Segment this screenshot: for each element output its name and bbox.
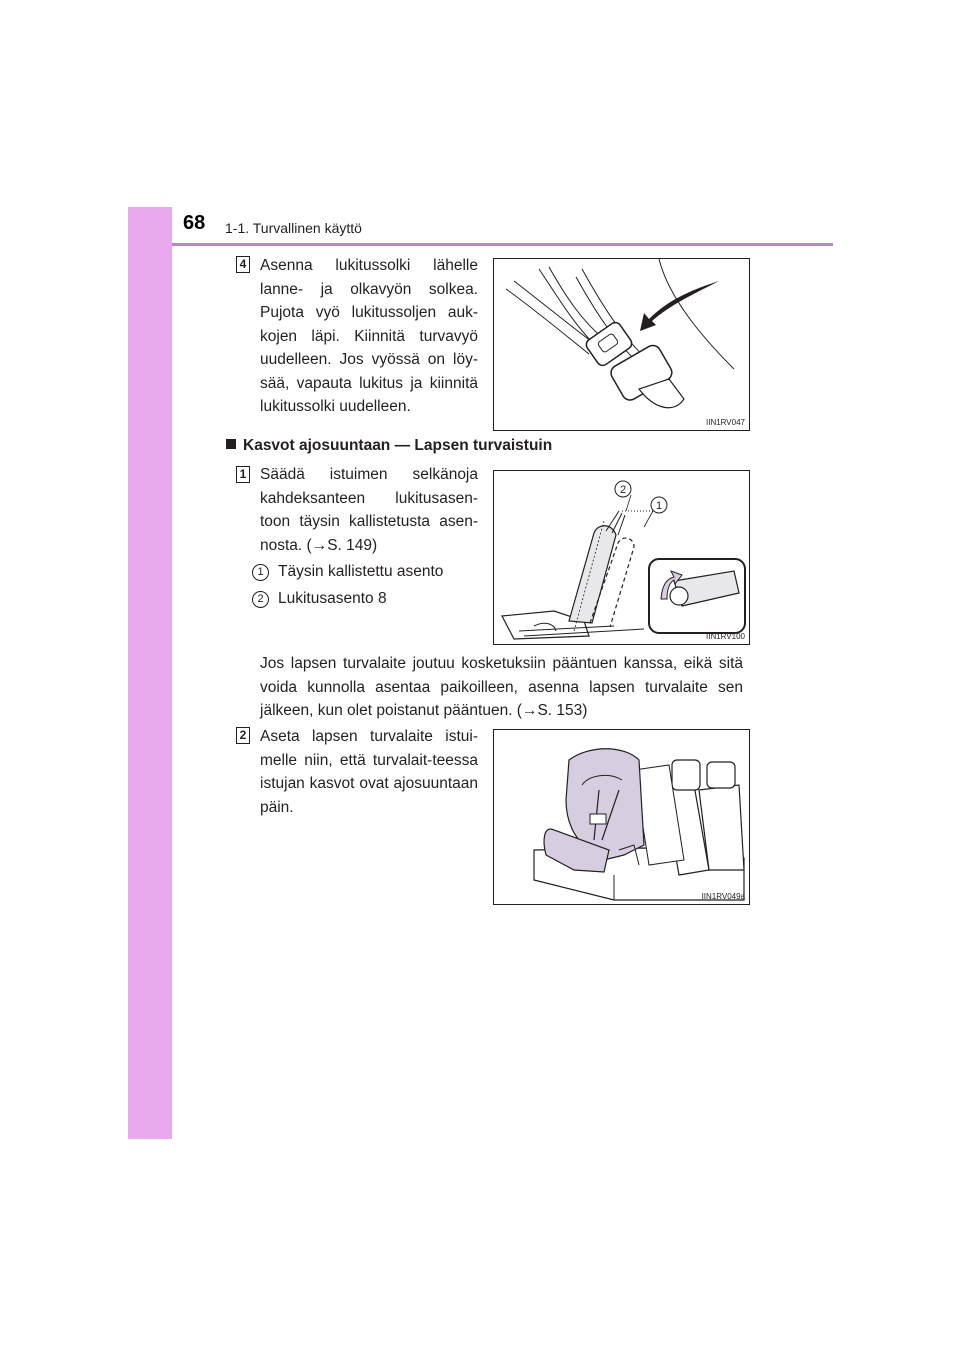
buckle-lock-illustration xyxy=(494,259,749,430)
step-badge-2: 2 xyxy=(236,727,250,744)
item-label-1: Täysin kallistettu asento xyxy=(278,563,444,580)
step-badge-4: 4 xyxy=(236,256,250,273)
step-4-text: Asenna lukitussolki lähelle lanne- ja olkavyön solkea. Pujota vyö lukitussoljen auk-kojen läpi. Kiinnitä turvavyö uudelleen. Jos vyössä on löy-sää, vapauta lukitus ja kiinnitä lukitussolki uudelleen. xyxy=(260,257,478,415)
headrest-note-text: Jos lapsen turvalaite joutuu kosketuksiin pääntuen kanssa, eikä sitä voida kunnolla asentaa paikoilleen, asenna lapsen turvalaite sen jälkeen, kun olet poistanut pääntuen. (→S. 153) xyxy=(260,655,743,719)
child-seat-figure xyxy=(493,729,750,905)
figure-code: IIN1RV100 xyxy=(706,632,745,641)
section-title: 1-1. Turvallinen käyttö xyxy=(225,220,362,236)
child-seat-illustration xyxy=(494,730,749,904)
seatback-recline-figure xyxy=(493,470,750,645)
side-tab-band xyxy=(128,207,172,1139)
step-badge-1: 1 xyxy=(236,466,250,483)
figure-label-2: 2 xyxy=(619,484,627,496)
header-rule xyxy=(172,243,833,246)
item-marker-2: 2 xyxy=(252,591,269,608)
item-marker-1: 1 xyxy=(252,564,269,581)
figure-code: IIN1RV049a xyxy=(701,892,745,901)
figure-code: IIN1RV047 xyxy=(706,418,745,427)
square-bullet-icon xyxy=(226,439,236,449)
heading-text: Kasvot ajosuuntaan — Lapsen turvaistuin xyxy=(243,437,553,454)
item-label-2: Lukitusasento 8 xyxy=(278,590,387,607)
page-number: 68 xyxy=(183,212,206,234)
buckle-lock-figure xyxy=(493,258,750,431)
seatback-recline-illustration xyxy=(494,471,749,644)
step-2-text: Aseta lapsen turvalaite istui-melle niin, että turvalait-teessa istujan kasvot ovat ajosuuntaan päin. xyxy=(260,728,478,816)
step-1-text: Säädä istuimen selkänoja kahdeksanteen lukitusasen-toon täysin kallistetusta asen-nosta. (→S. 149) xyxy=(260,466,478,554)
section-heading xyxy=(226,437,552,455)
figure-label-1: 1 xyxy=(655,500,663,512)
